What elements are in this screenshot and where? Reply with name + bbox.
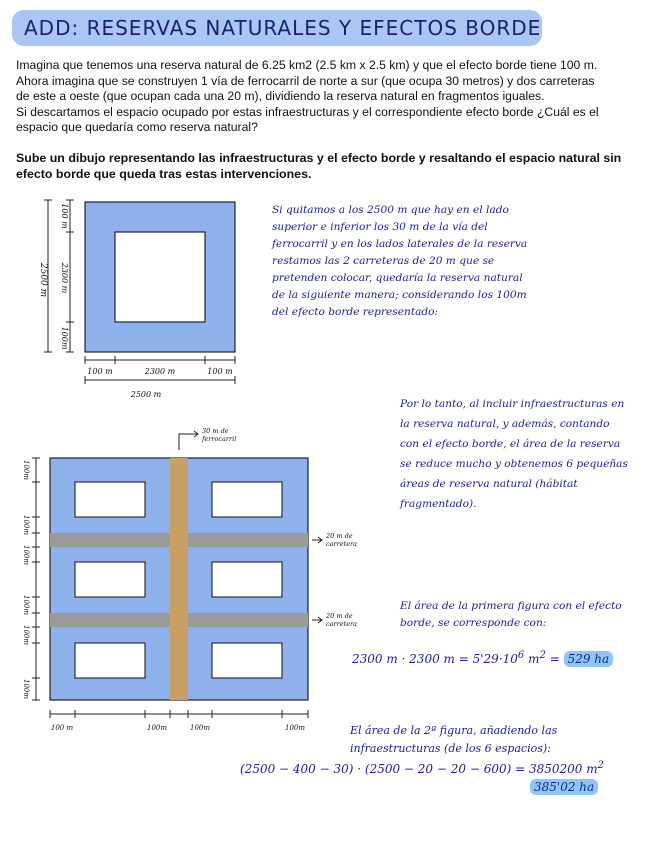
fig1-left-bottom-label: 100m xyxy=(60,326,69,350)
core-area-6 xyxy=(212,643,282,678)
fig2-left-label: 100m xyxy=(22,515,30,535)
calc1-exponent: 6 xyxy=(517,650,525,661)
rail-label-2: ferrocarril xyxy=(202,435,237,443)
intro-line: Si descartamos el espacio ocupado por estas infraestructuras y el correspondiente efecto borde ¿Cuál es el xyxy=(16,104,599,119)
calc1-unit: m xyxy=(528,652,540,666)
fig2-bottom-label: 100 m xyxy=(50,724,74,732)
calc-area-2 xyxy=(240,760,604,776)
core-area-1 xyxy=(75,482,145,517)
calc1-expression: 2300 m · 2300 m = 5'29·10 xyxy=(352,652,518,666)
fig1-bottom-mid-label: 2300 m xyxy=(144,367,176,376)
fig2-bottom-label: 100m xyxy=(147,724,167,732)
fig1-bottom-total-label: 2500 m xyxy=(130,390,162,399)
fig2-left-label: 100m xyxy=(22,625,30,645)
calc2-result-wrap xyxy=(530,780,598,794)
fig2-left-label: 100m xyxy=(22,679,30,699)
core-area-4 xyxy=(212,562,282,597)
calc2-result: 385'02 ha xyxy=(530,779,598,795)
fig2-left-label: 100m xyxy=(22,595,30,615)
fig2-bottom-label: 100m xyxy=(285,724,305,732)
fig2-left-label: 100m xyxy=(22,545,30,565)
road1-label-1: 20 m de xyxy=(326,532,353,540)
road2-label-1: 20 m de xyxy=(326,612,353,620)
intro-line: Imagina que tenemos una reserva natural de 6.25 km2 (2.5 km x 2.5 km) y que el efecto borde tiene 100 m. xyxy=(16,58,598,72)
note-explanation-2: Por lo tanto, al incluir infraestructuras en la reserva natural, y además, contando con el efecto borde, el área de la reserva se reduce mucho y obtenemos 6 pequeñas áreas de reserva natural (hábitat fragmentado). xyxy=(400,398,628,510)
task-instruction: Sube un dibujo representando las infraestructuras y el efecto borde y resaltando el espacio natural sin efecto borde que queda tras estas intervenciones. xyxy=(16,151,622,181)
core-area-5 xyxy=(75,643,145,678)
calc1-unit-exponent: 2 xyxy=(539,650,546,661)
fig1-bottom-right-label: 100 m xyxy=(207,367,233,376)
fig1-left-total-label: 2500 m xyxy=(38,262,48,298)
reserve-core-square xyxy=(115,232,205,322)
calc1-equals: = xyxy=(549,652,560,666)
fig2-bottom-label: 100m xyxy=(190,724,210,732)
calc2-expression: (2500 − 400 − 30) · (2500 − 20 − 20 − 600) = 3850200 m xyxy=(240,762,598,776)
calc2-unit-exponent: 2 xyxy=(597,760,604,771)
intro-line: espacio que quedaría como reserva natural? xyxy=(16,120,258,134)
fig1-left-mid-label: 2300 m xyxy=(60,262,69,294)
rail-label-1: 30 m de xyxy=(202,427,229,435)
railway xyxy=(170,458,188,700)
core-area-2 xyxy=(212,482,282,517)
fig1-left-top-label: 100 m xyxy=(60,203,69,229)
intro-line: Ahora imagina que se construyen 1 vía de ferrocarril de norte a sur (que ocupa 30 metros) y dos carreteras xyxy=(16,73,595,88)
note-area-2: El área de la 2ª figura, añadiendo las infraestructuras (de los 6 espacios): xyxy=(350,724,558,755)
road2-label-2: carretera xyxy=(326,620,358,628)
note-explanation-1: Si quitamos a los 2500 m que hay en el lado superior e inferior los 30 m de la vía del ferrocarril y en los lados laterales de la reserva restamos las 2 carreteras de 20 m que se pretenden colocar, quedaría la reserva natural de la siguiente manera; considerando los 100m del efecto borde representado: xyxy=(272,204,528,318)
calc1-result: 529 ha xyxy=(564,651,614,667)
note-area-1: El área de la primera figura con el efecto borde, se corresponde con: xyxy=(400,600,622,629)
intro-line: de este a oeste (que ocupan cada una 20 m), dividiendo la reserva natural en fragmentos iguales. xyxy=(16,89,545,103)
fig1-bottom-left-label: 100 m xyxy=(87,367,113,376)
core-area-3 xyxy=(75,562,145,597)
road1-label-2: carretera xyxy=(326,540,358,548)
fig2-left-label: 100m xyxy=(22,460,30,480)
calc-area-1 xyxy=(352,650,613,666)
page-title: ADD: RESERVAS NATURALES Y EFECTOS BORDE xyxy=(24,16,542,40)
